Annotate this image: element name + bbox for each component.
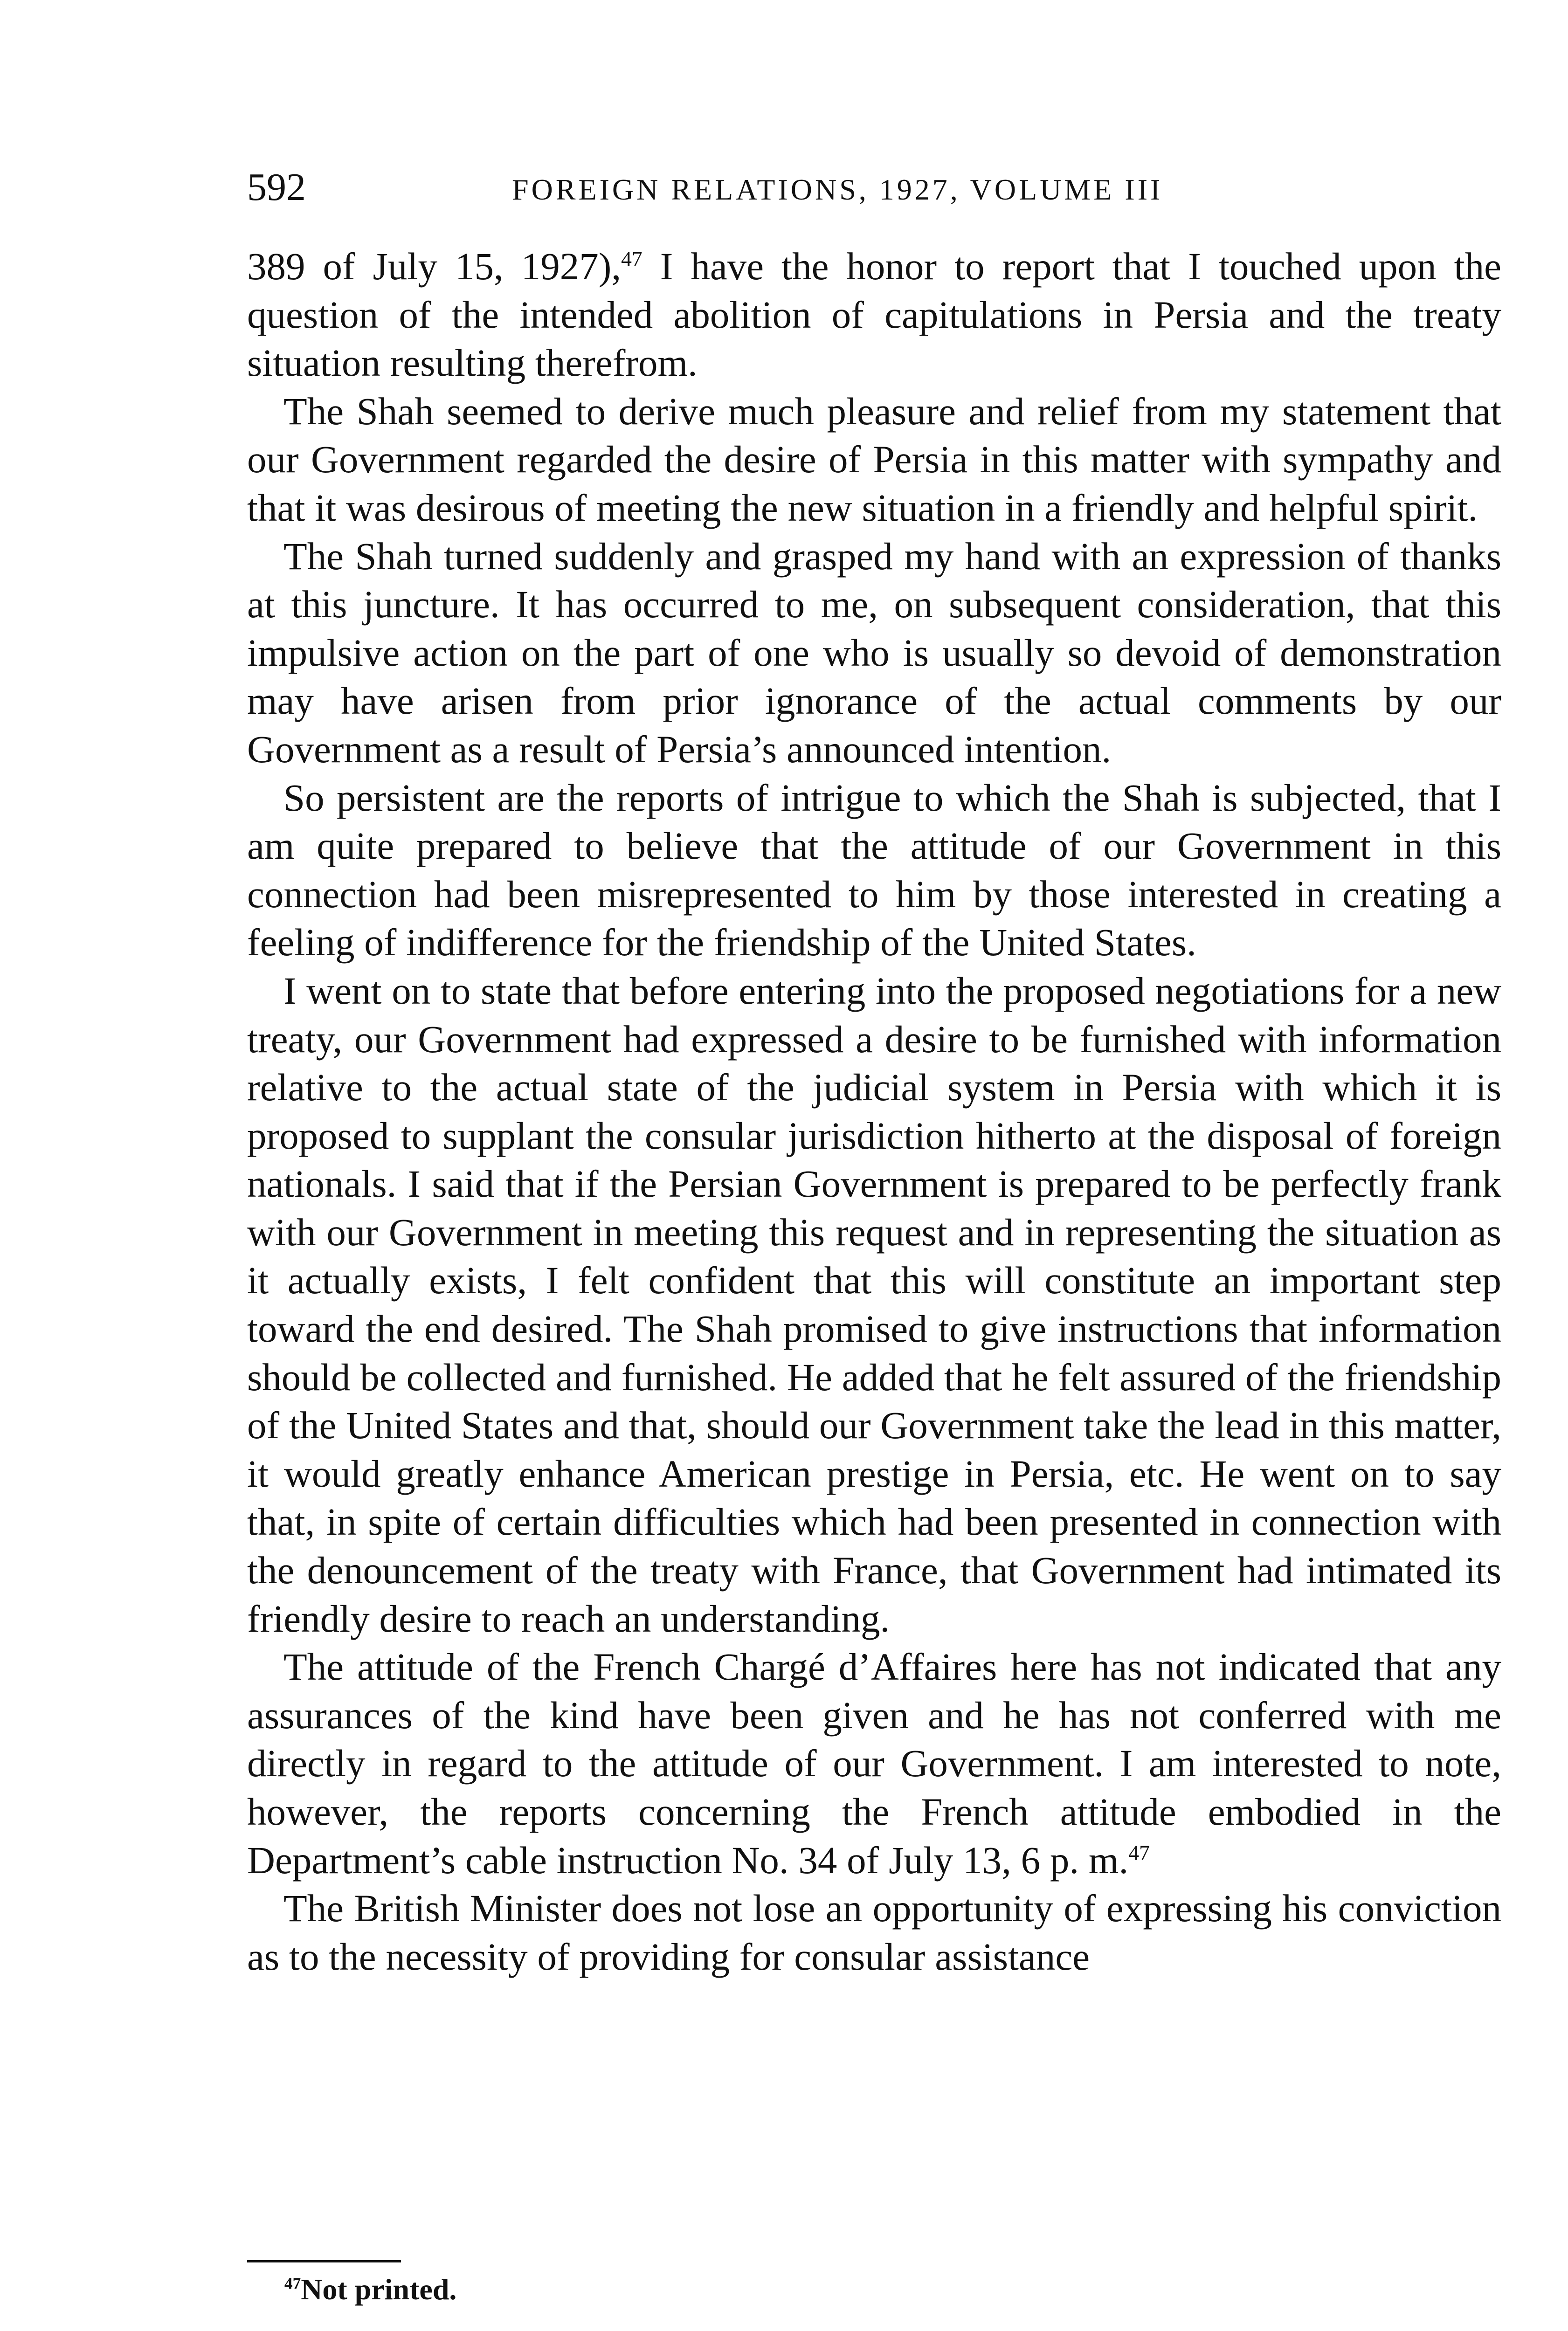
body-text bbox=[247, 242, 1501, 1981]
page-header bbox=[247, 164, 1501, 215]
paragraph-1 bbox=[247, 242, 1501, 387]
paragraph-text: The Shah seemed to derive much pleasure and relief from my statement that our Government regarded the desire of Persia in this matter with sympathy and that it was desirous of meeting the new situation in a friendly and helpful spirit. bbox=[247, 389, 1501, 529]
footnote-reference: 47 bbox=[621, 247, 642, 271]
running-title: FOREIGN RELATIONS, 1927, VOLUME III bbox=[512, 173, 1163, 206]
paragraph-text: So persistent are the reports of intrigue to which the Shah is subjected, that I am quite prepared to believe that the attitude of our Government in this connection had been misrepresented to him by those interested in creating a feeling of indifference for the friendship of the United States. bbox=[247, 776, 1501, 964]
paragraph-5 bbox=[247, 967, 1501, 1643]
page-number: 592 bbox=[247, 166, 306, 209]
paragraph-text: The attitude of the French Chargé d’Affaires here has not indicated that any assurances of the kind have been given and he has not conferred with me directly in regard to the attitude of our Government. I am interested to note, however, the reports concerning the French attitude embodied in the Department’s cable instruction No. 34 of July 13, 6 p. m. bbox=[247, 1645, 1501, 1882]
paragraph-3 bbox=[247, 532, 1501, 774]
footnote-reference: 47 bbox=[1128, 1840, 1150, 1864]
paragraph-text: The British Minister does not lose an opportunity of expressing his conviction as to the necessity of providing for consular assistance bbox=[247, 1887, 1501, 1978]
footnote bbox=[284, 2269, 456, 2310]
paragraph-text: The Shah turned suddenly and grasped my hand with an expression of thanks at this juncture. It has occurred to me, on subsequent consideration, that this impulsive action on the part of one who is usually so devoid of demonstration may have arisen from prior ignorance of the actual comments by our Government as a result of Persia’s announced intention. bbox=[247, 534, 1501, 771]
paragraph-6 bbox=[247, 1643, 1501, 1884]
paragraph-text-continued: I have the honor to report that I touched upon the question of the intended abolition of capitulations in Persia and the treaty situation resulting therefrom. bbox=[247, 245, 1501, 385]
paragraph-text: I went on to state that before entering into the proposed negotiations for a new treaty, our Government had expressed a desire to be furnished with information relative to the actual state of the judicial system in Persia with which it is proposed to supplant the consular jurisdiction hitherto at the disposal of foreign nationals. I said that if the Persian Government is prepared to be perfectly frank with our Government in meeting this request and in representing the situation as it actually exists, I felt confident that this will constitute an important step toward the end desired. The Shah promised to give instructions that information should be collected and furnished. He added that he felt assured of the friendship of the United States and that, should our Government take the lead in this matter, it would greatly enhance American prestige in Persia, etc. He went on to say that, in spite of certain difficulties which had been presented in connection with the denouncement of the treaty with France, that Government had intimated its friendly desire to reach an understanding. bbox=[247, 969, 1501, 1640]
footnote-text: Not printed. bbox=[301, 2273, 457, 2306]
paragraph-7 bbox=[247, 1884, 1501, 1981]
paragraph-2 bbox=[247, 387, 1501, 532]
paragraph-4 bbox=[247, 774, 1501, 967]
paragraph-text: 389 of July 15, 1927), bbox=[247, 245, 622, 288]
footnote-divider bbox=[247, 2260, 401, 2262]
footnote-marker: 47 bbox=[284, 2274, 301, 2293]
